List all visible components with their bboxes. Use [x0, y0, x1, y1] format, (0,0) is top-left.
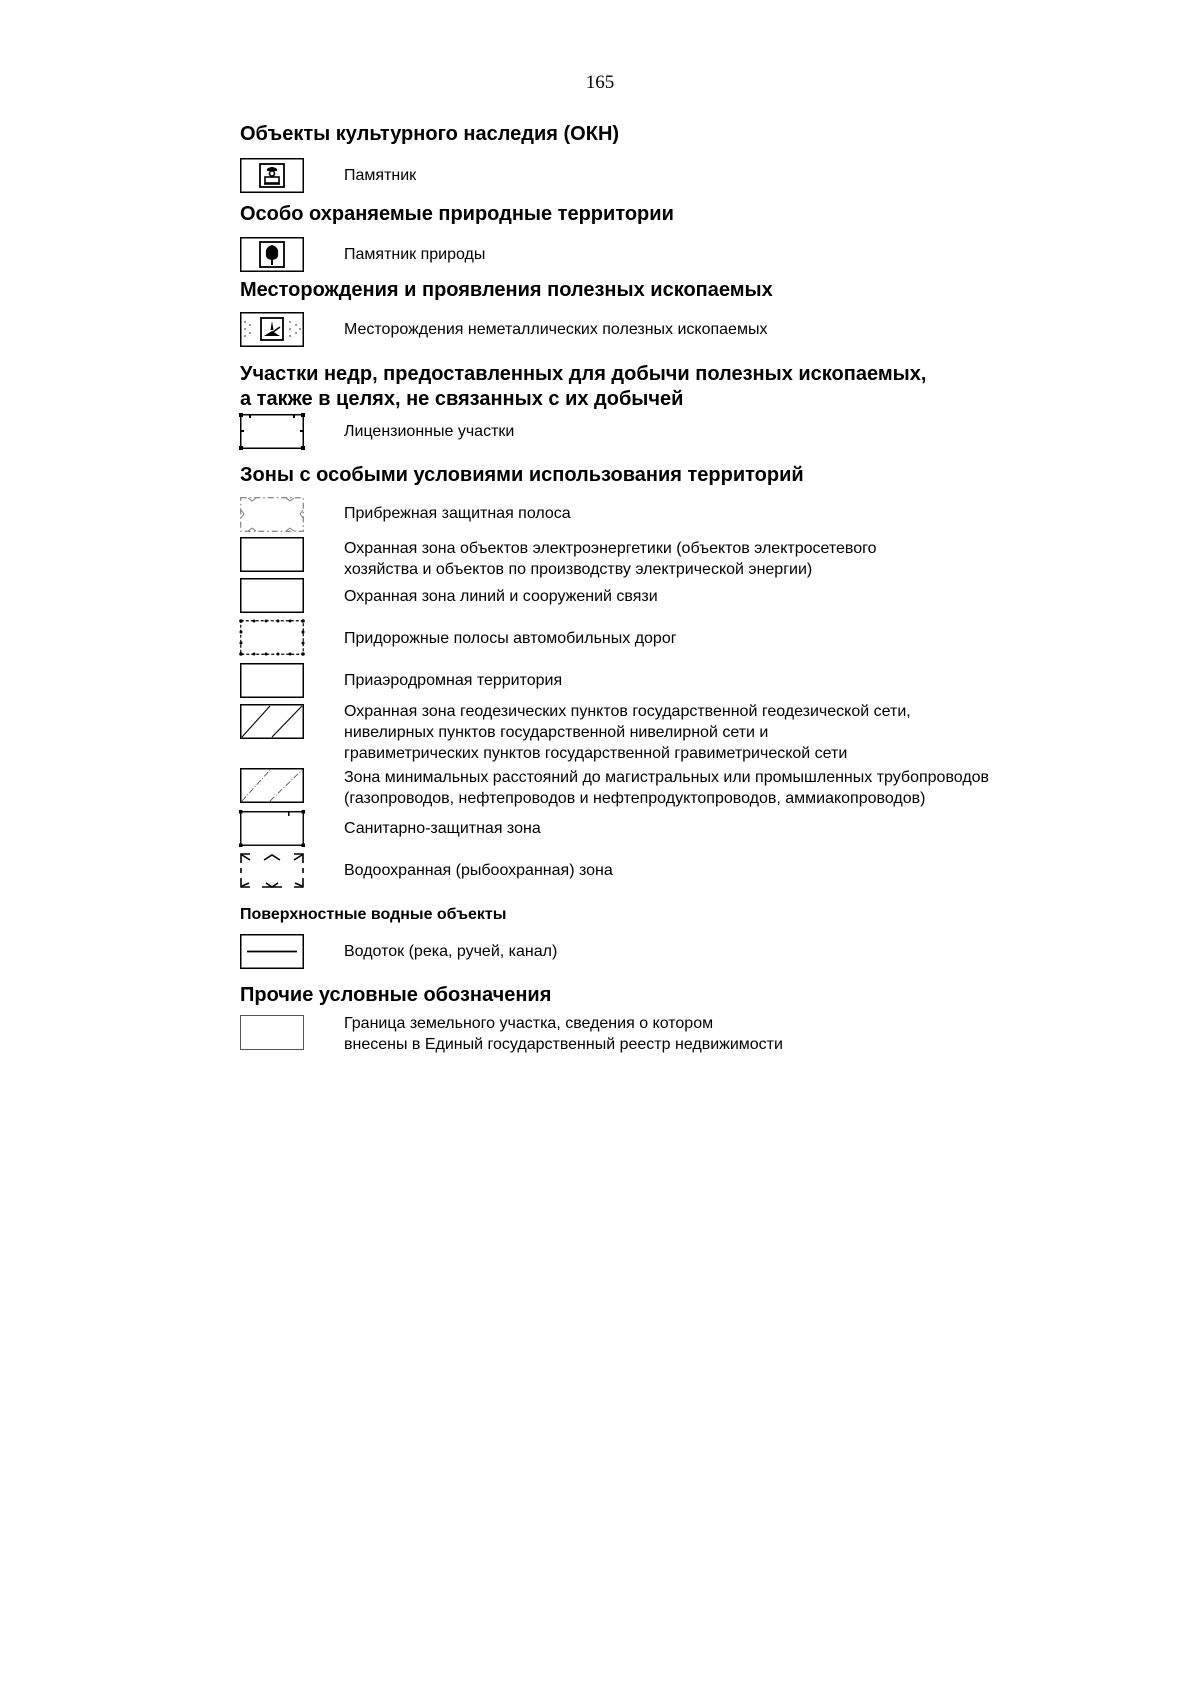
- legend-label-power-zone-line2: хозяйства и объектов по производству электрической энергии): [344, 561, 813, 578]
- legend-label-roadside-strip: Придорожные полосы автомобильных дорог: [344, 630, 677, 647]
- legend-symbol-license-areas: [240, 414, 304, 449]
- legend-symbol-sanitary-zone: [240, 811, 304, 846]
- section-title-other: Прочие условные обозначения: [240, 984, 552, 1006]
- tree-icon: [260, 242, 284, 267]
- legend-symbol-airfield-territory: [240, 663, 304, 698]
- legend-symbol-watercourse: [240, 934, 304, 969]
- legend-label-pipeline-zone-line1: Зона минимальных расстояний до магистральных или промышленных трубопроводов: [344, 769, 990, 786]
- legend-symbol-communication-zone: [240, 578, 304, 613]
- legend-label-pipeline-zone-line2: (газопроводов, нефтепроводов и нефтепродуктопроводов, аммиакопроводов): [344, 790, 926, 807]
- legend-symbol-deposits: [240, 312, 304, 347]
- deposit-icon: [261, 318, 283, 340]
- legend-label-geodetic-zone-line3: гравиметрических пунктов государственной гравиметрической сети: [344, 745, 848, 762]
- monument-icon: [260, 164, 284, 187]
- section-title-subsoil-line1: Участки недр, предоставленных для добычи полезных ископаемых,: [240, 363, 927, 385]
- legend-symbol-power-zone: [240, 537, 304, 572]
- legend-label-geodetic-zone-line1: Охранная зона геодезических пунктов государственной геодезической сети,: [344, 703, 911, 720]
- section-title-okn: Объекты культурного наследия (ОКН): [240, 123, 620, 145]
- page-number: 165: [585, 72, 615, 93]
- legend-symbol-geodetic-zone: [240, 704, 304, 739]
- section-title-oopt: Особо охраняемые природные территории: [240, 203, 674, 225]
- legend-label-monument: Памятник: [344, 167, 417, 184]
- legend-label-watercourse: Водоток (река, ручей, канал): [344, 943, 558, 960]
- legend-label-nature-monument: Памятник природы: [344, 246, 486, 263]
- legend-symbol-water-protection-zone: [240, 853, 304, 888]
- legend-label-water-protection-zone: Водоохранная (рыбоохранная) зона: [344, 862, 613, 879]
- legend-label-communication-zone: Охранная зона линий и сооружений связи: [344, 588, 658, 605]
- legend-label-power-zone-line1: Охранная зона объектов электроэнергетики (объектов электросетевого: [344, 540, 877, 557]
- section-title-water: Поверхностные водные объекты: [240, 906, 507, 923]
- legend-symbol-land-plot-boundary: [240, 1015, 304, 1050]
- legend-symbol-roadside-strip: [240, 620, 304, 655]
- legend-symbol-monument: [240, 158, 304, 193]
- legend-symbol-coastal-strip: [240, 497, 304, 532]
- legend-label-license-areas: Лицензионные участки: [344, 423, 515, 440]
- legend-symbol-nature-monument: [240, 237, 304, 272]
- section-title-deposits: Месторождения и проявления полезных ископаемых: [240, 279, 773, 301]
- legend-label-land-plot-line1: Граница земельного участка, сведения о котором: [344, 1015, 714, 1032]
- legend-label-deposits: Месторождения неметаллических полезных ископаемых: [344, 321, 768, 338]
- legend-label-sanitary-zone: Санитарно-защитная зона: [344, 820, 541, 837]
- legend-label-geodetic-zone-line2: нивелирных пунктов государственной нивелирной сети и: [344, 724, 769, 741]
- legend-label-coastal-strip: Прибрежная защитная полоса: [344, 505, 571, 522]
- section-title-zones: Зоны с особыми условиями использования территорий: [240, 464, 804, 486]
- legend-symbol-pipeline-zone: [240, 768, 304, 803]
- legend-label-land-plot-line2: внесены в Единый государственный реестр недвижимости: [344, 1036, 783, 1053]
- legend-label-airfield-territory: Приаэродромная территория: [344, 672, 563, 689]
- section-title-subsoil-line2: а также в целях, не связанных с их добычей: [240, 388, 684, 410]
